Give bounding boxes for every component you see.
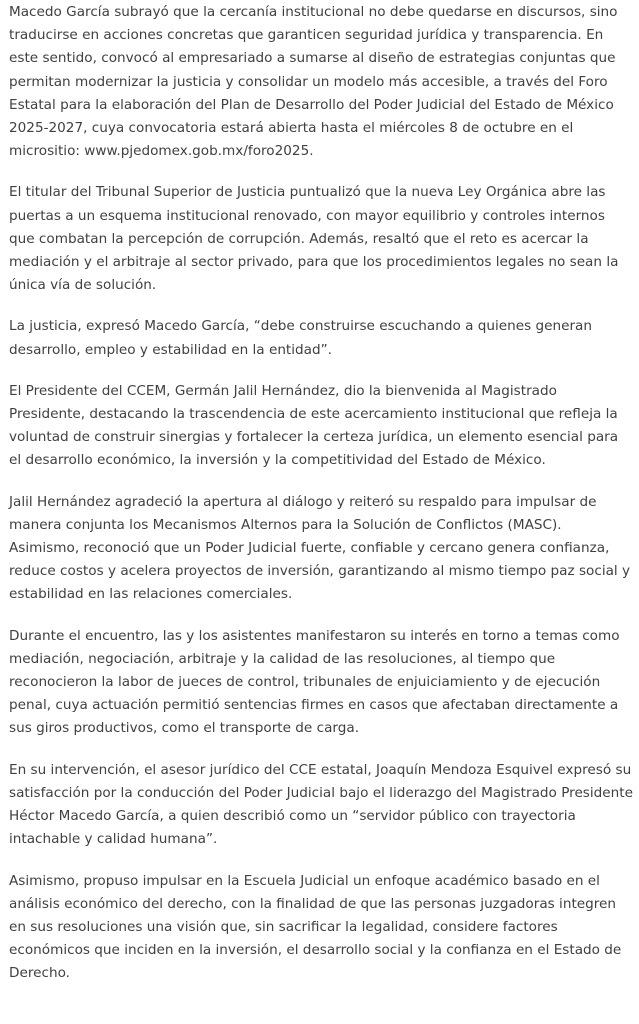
article-paragraph: La justicia, expresó Macedo García, “debe construirse escuchando a quienes generan desarrollo, empleo y estabilidad en la entidad”.	[9, 318, 593, 358]
article-paragraph: Durante el encuentro, las y los asistentes manifestaron su interés en torno a temas como mediación, negociación, arbitraje y la calidad de las resoluciones, al tiempo que reconocieron la labor de jueces de control, tribunales de enjuiciamiento y de ejecución penal, cuya actuación permitió sentencias firmes en casos que afectaban directamente a sus giros productivos, como el transporte de carga.	[9, 627, 620, 737]
article-paragraph: Asimismo, propuso impulsar en la Escuela Judicial un enfoque académico basado en el análisis económico del derecho, con la finalidad de que las personas juzgadoras integren en sus resoluciones una visión que, sin sacrificar la legalidad, considere factores económicos que inciden en la inversión, el desarrollo social y la confianza en el Estado de Derecho.	[9, 872, 622, 982]
article-paragraph: El titular del Tribunal Superior de Justicia puntualizó que la nueva Ley Orgánica abre las puertas a un esquema institucional renovado, con mayor equilibrio y controles internos que combatan la percepción de corrupción. Además, resaltó que el reto es acercar la mediación y el arbitraje al sector privado, para que los procedimientos legales no sean la única vía de solución.	[9, 184, 619, 294]
article-paragraph: En su intervención, el asesor jurídico del CCE estatal, Joaquín Mendoza Esquivel expresó su satisfacción por la conducción del Poder Judicial bajo el liderazgo del Magistrado Presidente Héctor Macedo García, a quien describió como un “servidor público con trayectoria intachable y calidad humana”.	[9, 761, 633, 848]
article-paragraph: El Presidente del CCEM, Germán Jalil Hernández, dio la bienvenida al Magistrado Presidente, destacando la trascendencia de este acercamiento institucional que refleja la voluntad de construir sinergias y fortalecer la certeza jurídica, un elemento esencial para el desarrollo económico, la inversión y la competitividad del Estado de México.	[9, 382, 619, 469]
article-paragraph: Macedo García subrayó que la cercanía institucional no debe quedarse en discursos, sino traducirse en acciones concretas que garanticen seguridad jurídica y transparencia. En este sentido, convocó al empresariado a sumarse al diseño de estrategias conjuntas que permitan modernizar la justicia y consolidar un modelo más accesible, a través del Foro Estatal para la elaboración del Plan de Desarrollo del Poder Judicial del Estado de México 2025-2027, cuya convocatoria estará abierta hasta el miércoles 8 de octubre en el micrositio: www.pjedomex.gob.mx/foro2025.	[9, 4, 618, 160]
article-paragraph: Jalil Hernández agradeció la apertura al diálogo y reiteró su respaldo para impulsar de manera conjunta los Mecanismos Alternos para la Solución de Conflictos (MASC). Asimismo, reconoció que un Poder Judicial fuerte, confiable y cercano genera confianza, reduce costos y acelera proyectos de inversión, garantizando al mismo tiempo paz social y estabilidad en las relaciones comerciales.	[9, 493, 631, 603]
